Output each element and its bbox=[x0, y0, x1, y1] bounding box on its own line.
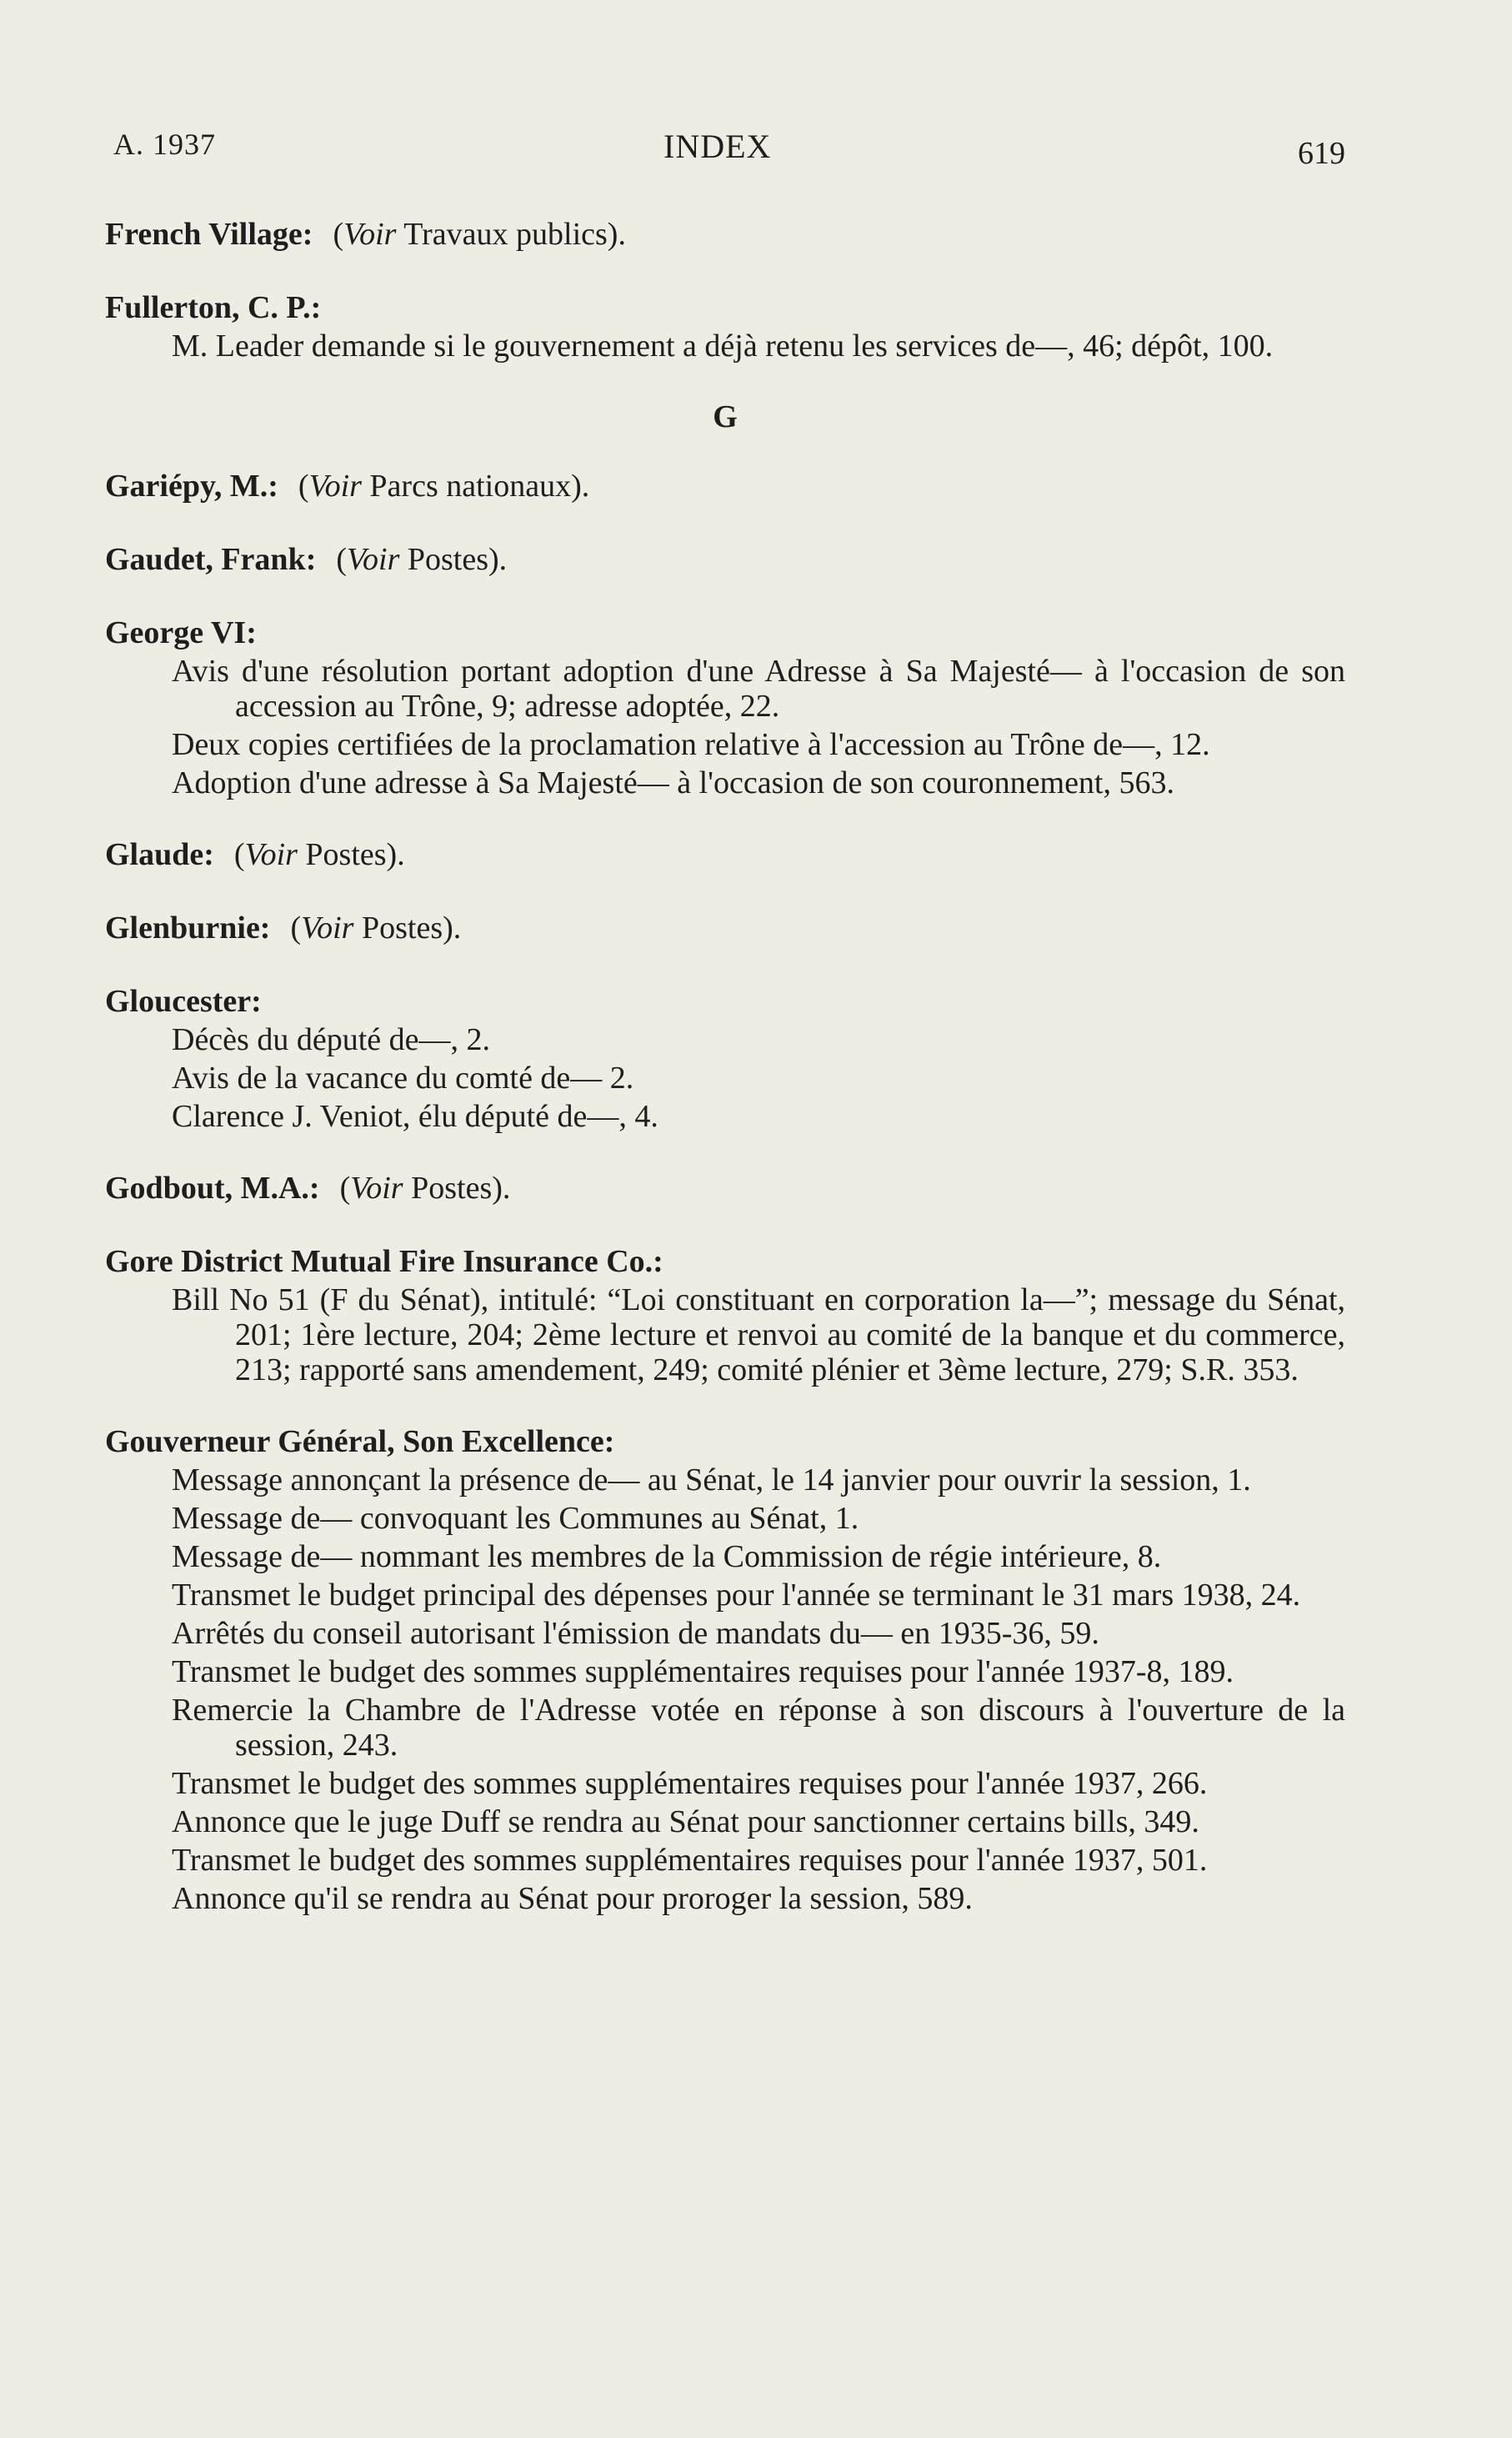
entry-item: Avis de la vacance du comté de— 2. bbox=[172, 1061, 634, 1096]
entry-heading: Gore District Mutual Fire Insurance Co.: bbox=[105, 1244, 663, 1279]
entry-heading: Fullerton, C. P.: bbox=[105, 290, 322, 325]
index-entry bbox=[105, 540, 1345, 579]
index-entry bbox=[105, 288, 1345, 364]
index-entry bbox=[105, 835, 1345, 874]
cross-reference: (Voir Postes). bbox=[233, 837, 405, 872]
cross-reference: (Voir Postes). bbox=[290, 910, 462, 946]
index-entry bbox=[105, 1169, 1345, 1207]
entry-item: Décès du député de—, 2. bbox=[172, 1022, 490, 1057]
entry-item: Clarence J. Veniot, élu député de—, 4. bbox=[172, 1099, 658, 1134]
entry-item: M. Leader demande si le gouvernement a déjà retenu les services de—, 46; dépôt, 100. bbox=[172, 329, 1274, 364]
entry-item: Transmet le budget des sommes supplémentaires requises pour l'année 1937, 501. bbox=[172, 1843, 1208, 1878]
entry-heading: Gaudet, Frank: bbox=[105, 542, 317, 577]
index-body bbox=[105, 215, 1345, 1951]
entry-heading: Glenburnie: bbox=[105, 910, 271, 946]
entry-item: Bill No 51 (F du Sénat), intitulé: “Loi constituant en corporation la—”; message du Sénat, 201; 1ère lecture, 204; 2ème lecture et renvoi au comité de la banque et du commerce, 213; rapporté sans amendement, 249; comité plénier et 3ème lecture, 279; S.R. 353. bbox=[172, 1282, 1345, 1387]
volume-year: A. 1937 bbox=[113, 128, 216, 161]
entry-item: Transmet le budget des sommes supplémentaires requises pour l'année 1937, 266. bbox=[172, 1766, 1208, 1801]
cross-reference: (Voir Postes). bbox=[336, 542, 508, 577]
cross-reference: (Voir Postes). bbox=[339, 1171, 511, 1206]
entry-item: Message annonçant la présence de— au Sénat, le 14 janvier pour ouvrir la session, 1. bbox=[172, 1462, 1251, 1497]
entry-item: Annonce qu'il se rendra au Sénat pour proroger la session, 589. bbox=[172, 1881, 973, 1916]
index-entry bbox=[105, 467, 1345, 505]
entry-item: Annonce que le juge Duff se rendra au Sénat pour sanctionner certains bills, 349. bbox=[172, 1804, 1199, 1839]
entry-item: Adoption d'une adresse à Sa Majesté— à l'occasion de son couronnement, 563. bbox=[172, 765, 1174, 800]
cross-reference: (Voir Travaux publics). bbox=[333, 217, 626, 252]
page-title: INDEX bbox=[663, 128, 772, 165]
entry-item: Arrêtés du conseil autorisant l'émission de mandats du— en 1935-36, 59. bbox=[172, 1616, 1099, 1651]
index-entry bbox=[105, 1242, 1345, 1387]
entry-heading: Gloucester: bbox=[105, 984, 262, 1019]
entry-heading: Gouverneur Général, Son Excellence: bbox=[105, 1424, 615, 1459]
entry-heading: French Village: bbox=[105, 217, 313, 252]
entry-item: Remercie la Chambre de l'Adresse votée en réponse à son discours à l'ouverture de la session, 243. bbox=[172, 1693, 1345, 1763]
index-entry bbox=[105, 1422, 1345, 1916]
entry-heading: Gariépy, M.: bbox=[105, 469, 278, 504]
entry-heading: Godbout, M.A.: bbox=[105, 1171, 320, 1206]
entry-heading: George VI: bbox=[105, 615, 257, 650]
index-entry bbox=[105, 909, 1345, 947]
running-head bbox=[113, 127, 1345, 177]
page-number: 619 bbox=[1298, 136, 1345, 171]
entries-list bbox=[105, 467, 1345, 1916]
entry-heading: Glaude: bbox=[105, 837, 214, 872]
entry-item: Message de— convoquant les Communes au Sénat, 1. bbox=[172, 1501, 859, 1536]
entry-item: Transmet le budget des sommes supplémentaires requises pour l'année 1937-8, 189. bbox=[172, 1654, 1234, 1689]
index-entry bbox=[105, 982, 1345, 1134]
entry-item: Message de— nommant les membres de la Commission de régie intérieure, 8. bbox=[172, 1539, 1162, 1574]
entry-item: Avis d'une résolution portant adoption d'une Adresse à Sa Majesté— à l'occasion de son accession au Trône, 9; adresse adoptée, 22. bbox=[172, 654, 1345, 724]
cross-reference: (Voir Parcs nationaux). bbox=[298, 469, 590, 504]
entry-item: Deux copies certifiées de la proclamation relative à l'accession au Trône de—, 12. bbox=[172, 727, 1210, 762]
entry-item: Transmet le budget principal des dépenses pour l'année se terminant le 31 mars 1938, 24. bbox=[172, 1578, 1301, 1613]
section-letter: G bbox=[713, 399, 738, 434]
index-entry bbox=[105, 614, 1345, 800]
index-entry bbox=[105, 215, 1345, 253]
